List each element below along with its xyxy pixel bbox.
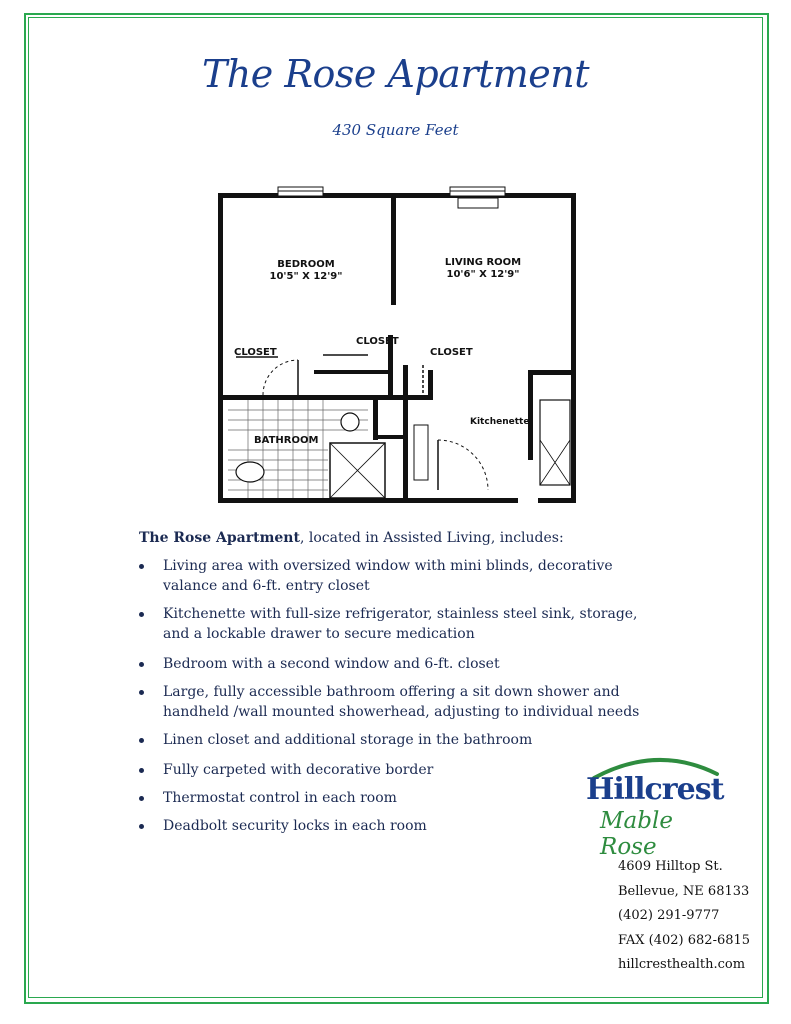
list-item: Fully carpeted with decorative border [139,760,433,780]
living-room-size: 10'6" X 12'9" [446,269,520,280]
bullet-icon [139,564,144,569]
phone-number: (402) 291-9777 [618,908,720,923]
logo-secondary-text: Mable Rose [600,808,673,860]
bullet-icon [139,690,144,695]
list-item: Thermostat control in each room [139,788,397,808]
bullet-icon [139,768,144,773]
floor-plan [218,185,578,510]
address-street: 4609 Hilltop St. [618,859,723,874]
bullet-icon [139,738,144,743]
page-title: The Rose Apartment [201,52,590,96]
bathroom-label: BATHROOM [254,435,319,446]
logo-primary-text: Hillcrest [586,772,724,807]
closet-center-label: CLOSET [356,336,399,347]
fax-number: FAX (402) 682-6815 [618,932,751,948]
intro-text: , located in Assisted Living, includes: [299,530,564,546]
bullet-icon [139,662,144,667]
hillcrest-logo [582,752,732,860]
list-item: Deadbolt security locks in each room [139,816,427,836]
bullet-icon [139,612,144,617]
closet-left-label: CLOSET [234,347,277,358]
list-item: Large, fully accessible bathroom offering a sit down shower and handheld /wall mounted showerhead, adjusting to individual needs [139,682,639,722]
bullet-icon [139,796,144,801]
list-item: Linen closet and additional storage in the bathroom [139,730,532,750]
floor-plan-drawing [218,185,578,510]
bedroom-size: 10'5" X 12'9" [269,271,343,282]
intro-paragraph [139,529,659,547]
website-link[interactable]: hillcresthealth.com [618,957,746,972]
kitchenette-label: Kitchenette [470,417,530,427]
list-item: Living area with oversized window with mini blinds, decorative valance and 6-ft. entry closet [139,556,613,596]
page-subtitle: 430 Square Feet [332,121,459,139]
list-item: Kitchenette with full-size refrigerator, stainless steel sink, storage, and a lockable drawer to secure medication [139,604,638,644]
address-city: Bellevue, NE 68133 [618,883,750,899]
intro-apartment-name: The Rose Apartment [139,530,300,546]
contact-block [618,856,768,979]
bedroom-label: BEDROOM [277,259,335,270]
closet-right-label: CLOSET [430,347,473,358]
living-room-label: LIVING ROOM [444,257,522,268]
bullet-icon [139,824,144,829]
list-item: Bedroom with a second window and 6-ft. closet [139,654,500,674]
